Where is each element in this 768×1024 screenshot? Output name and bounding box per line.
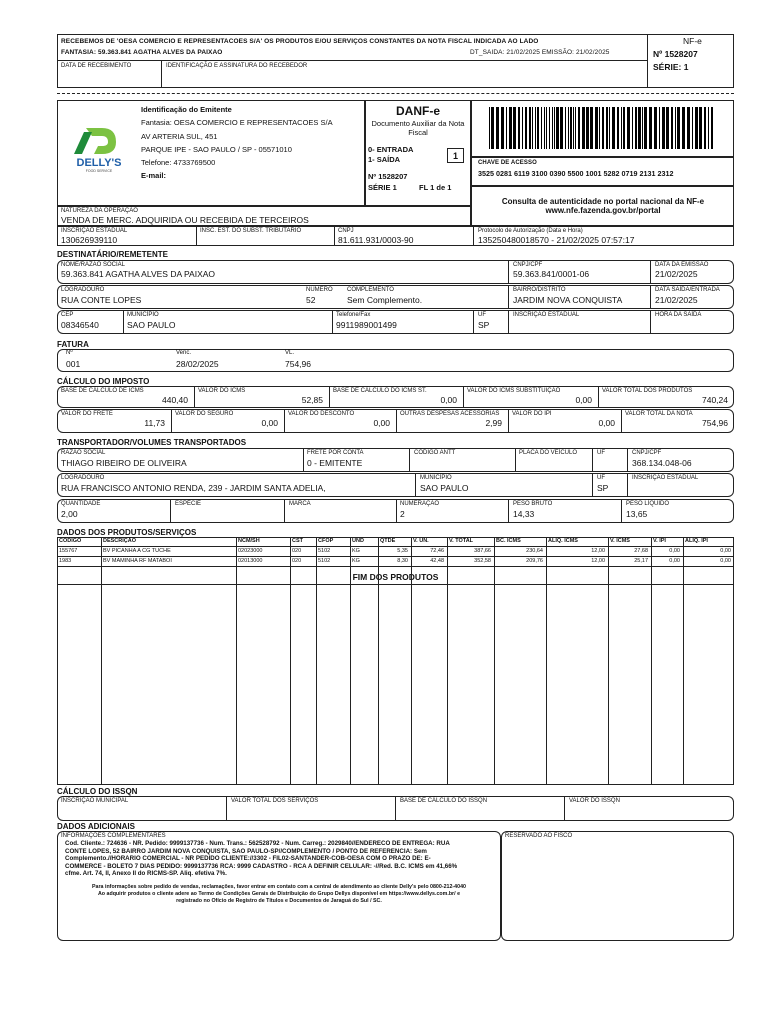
danfe-entrada: 0- ENTRADA xyxy=(368,145,414,154)
barcode-bar xyxy=(677,107,680,149)
transport-net: 13,65 xyxy=(626,509,648,519)
transport-city-label: MUNICÍPIO xyxy=(420,475,452,481)
barcode-bar xyxy=(711,107,713,149)
transport-name-label: RAZÃO SOCIAL xyxy=(61,450,106,456)
recipient-district: JARDIM NOVA CONQUISTA xyxy=(513,295,623,305)
products-cell: 0,00 xyxy=(720,558,731,564)
issqn-label-3: VALOR DO ISSQN xyxy=(569,798,620,804)
barcode-bar xyxy=(586,107,589,149)
invoice-venc: 28/02/2025 xyxy=(176,359,219,369)
barcode-bar xyxy=(635,107,637,149)
tax-label: OUTRAS DESPESAS ACESSÓRIAS xyxy=(400,411,500,417)
products-cell: 12,00 xyxy=(591,558,605,564)
transport-name: THIAGO RIBEIRO DE OLIVEIRA xyxy=(61,458,187,468)
access-key-label: CHAVE DE ACESSO xyxy=(478,160,537,166)
info-label: INFORMAÇÕES COMPLEMENTARES xyxy=(61,833,166,839)
products-cell: KG xyxy=(352,548,360,554)
fisco-label: RESERVADO AO FISCO xyxy=(505,833,573,839)
cnpj-value: 81.611.931/0003-90 xyxy=(338,235,414,245)
invoice-venc-label: Venc. xyxy=(176,350,192,356)
products-header-cell: NCM/SH xyxy=(238,538,260,544)
recipient-street-label: LOGRADOURO xyxy=(61,287,105,293)
products-cell: 5102 xyxy=(318,558,331,564)
barcode-bar xyxy=(666,107,669,149)
tax-label: VALOR TOTAL DA NOTA xyxy=(625,411,693,417)
recipient-city-label: MUNICÍPIO xyxy=(127,312,159,318)
emitter-city: PARQUE IPE - SAO PAULO / SP - 05571010 xyxy=(141,145,292,154)
products-cell: 25,17 xyxy=(634,558,648,564)
barcode-bar xyxy=(575,107,576,149)
receipt-series: SÉRIE: 1 xyxy=(653,62,689,72)
barcode-bar xyxy=(541,107,542,149)
products-cell: KG xyxy=(352,558,360,564)
footer-line: Para informações sobre pedido de vendas, reclamações, favor entrar em contato com a central de atendimento ao cliente Delly's pelo 0800-212-4040 xyxy=(92,884,466,890)
products-header-cell: ALIQ. IPI xyxy=(685,538,708,544)
barcode-bar xyxy=(496,107,499,149)
ie-label: INSCRIÇÃO ESTADUAL xyxy=(61,228,128,234)
tax-value: 740,24 xyxy=(702,395,728,405)
recipient-number: 52 xyxy=(306,295,316,305)
tax-label: VALOR DO ICMS xyxy=(198,388,246,394)
invoice-box xyxy=(57,349,734,372)
transport-qty-label: QUANTIDADE xyxy=(61,501,101,507)
recipient-phone-label: Telefone/Fax xyxy=(336,312,371,318)
transport-freight-label: FRETE POR CONTA xyxy=(307,450,364,456)
transport-numbering-label: NUMERAÇÃO xyxy=(400,501,440,507)
info-line: Cod. Cliente.: 724636 - NR. Pedido: 9999137736 - Num. Trans.: 562528792 - Num. Carreg.: 2029840//ENDERECO DE ENTREGA: RUA xyxy=(65,840,450,847)
receipt-text: RECEBEMOS DE 'OESA COMERCIO E REPRESENTACOES S/A' OS PRODUTOS E/OU SERVIÇOS CONSTANTES DA NOTA FISCAL INDICADA AO LADO xyxy=(61,38,539,45)
barcode-bar xyxy=(537,107,539,149)
transport-antt-label: CÓDIGO ANTT xyxy=(414,450,456,456)
ie-value: 130626939110 xyxy=(61,235,118,245)
tax-value: 2,99 xyxy=(485,418,502,428)
company-logo xyxy=(68,126,130,174)
transport-cnpj-label: CNPJ/CPF xyxy=(632,450,662,456)
tax-value: 0,00 xyxy=(261,418,278,428)
barcode-bar xyxy=(638,107,641,149)
danfe-subtitle: Documento Auxiliar da Nota Fiscal xyxy=(371,119,465,137)
products-cell: 12,00 xyxy=(591,548,605,554)
footer-line: registrado no Ofício de Registro de Títulos e Documentos de Jaraguá do Sul / SC. xyxy=(176,898,382,904)
consult-text: Consulta de autenticidade no portal nacional da NF-e www.nfe.fazenda.gov.br/portal xyxy=(501,197,705,215)
recipient-name-label: NOME/RAZÃO SOCIAL xyxy=(61,262,126,268)
barcode-bar xyxy=(617,107,619,149)
barcode-bar xyxy=(570,107,572,149)
danfe-title: DANF-e xyxy=(396,104,440,118)
nature-label: NATUREZA DA OPERAÇÃO xyxy=(61,208,138,214)
barcode-bar xyxy=(699,107,702,149)
recipient-city: SAO PAULO xyxy=(127,320,176,330)
barcode-bar xyxy=(671,107,673,149)
products-cell: 0,00 xyxy=(720,548,731,554)
invoice-section: FATURA xyxy=(57,340,89,349)
transport-cnpj: 368.134.048-06 xyxy=(632,458,692,468)
emitter-fantasia: Fantasia: OESA COMERCIO E REPRESENTACOES S/A xyxy=(141,118,333,127)
protocol-value: 135250480018570 - 21/02/2025 07:57:17 xyxy=(478,235,635,245)
transport-brand-label: MARCA xyxy=(289,501,311,507)
products-cell: BV MAMINHA RF MATABOI xyxy=(103,558,172,564)
danfe-saida: 1- SAÍDA xyxy=(368,155,401,164)
danfe-type: 1 xyxy=(452,151,458,161)
recipient-emission: 21/02/2025 xyxy=(655,269,698,279)
tax-label: VALOR DO SEGURO xyxy=(175,411,234,417)
recipient-complement: Sem Complemento. xyxy=(347,295,423,305)
barcode-bar xyxy=(654,107,657,149)
products-cell: 1983 xyxy=(59,558,72,564)
invoice-vl: 754,96 xyxy=(285,359,311,369)
barcode-bar xyxy=(649,107,652,149)
transport-species-label: ESPÉCIE xyxy=(175,501,202,507)
tax-section: CÁLCULO DO IMPOSTO xyxy=(57,377,150,386)
issqn-label-1: VALOR TOTAL DOS SERVIÇOS xyxy=(231,798,319,804)
emitter-header: Identificação do Emitente xyxy=(141,105,232,114)
recipient-district-label: BAIRRO/DISTRITO xyxy=(513,287,566,293)
transport-uf2: SP xyxy=(597,483,609,493)
barcode-bar xyxy=(609,107,610,149)
barcode-bar xyxy=(568,107,569,149)
recipient-name: 59.363.841 AGATHA ALVES DA PAIXAO xyxy=(61,269,216,279)
products-header-cell: CÓDIGO xyxy=(59,538,82,544)
recipient-cep: 08346540 xyxy=(61,320,99,330)
barcode-bar xyxy=(529,107,531,149)
invoice-n: 001 xyxy=(66,359,81,369)
barcode-bar xyxy=(590,107,593,149)
transport-gross-label: PESO BRUTO xyxy=(513,501,553,507)
barcode-bar xyxy=(623,107,625,149)
transport-freight: 0 - EMITENTE xyxy=(307,458,363,468)
barcode-bar xyxy=(518,107,520,149)
products-cell: 209,76 xyxy=(526,558,543,564)
products-header-cell: BC. ICMS xyxy=(496,538,521,544)
footer-line: Ao adquirir produtos o cliente adere ao Termo de Condições Gerais de Distribuição do Grupo Dellys disponível em https://www.dellys.com.br/ e xyxy=(97,891,461,897)
recipient-number-label: NÚMERO xyxy=(306,287,333,293)
barcode-bar xyxy=(708,107,709,149)
transport-qty: 2,00 xyxy=(61,509,78,519)
barcode-bar xyxy=(489,107,490,149)
products-cell: 0,00 xyxy=(669,558,680,564)
tax-label: BASE DE CÁLCULO DO ICMS ST. xyxy=(333,388,427,394)
barcode-bar xyxy=(535,107,536,149)
products-header-cell: QTDE xyxy=(380,538,396,544)
barcode-bar xyxy=(578,107,580,149)
emitter-address: AV ARTERIA SUL, 451 xyxy=(141,132,218,141)
invoice-n-label: Nº xyxy=(66,350,73,356)
products-cell: 5,35 xyxy=(397,548,408,554)
barcode-bar xyxy=(682,107,685,149)
additional-section: DADOS ADICIONAIS xyxy=(57,822,135,831)
recipient-uf-label: UF xyxy=(478,312,486,318)
transport-city: SAO PAULO xyxy=(420,483,469,493)
barcode-bar xyxy=(506,107,507,149)
barcode-bar xyxy=(602,107,604,149)
barcode-bar xyxy=(556,107,559,149)
tax-value: 11,73 xyxy=(144,418,165,428)
products-cell: 8,30 xyxy=(397,558,408,564)
nature-value: VENDA DE MERC. ADQUIRIDA OU RECEBIDA DE TERCEIROS xyxy=(61,215,309,225)
barcode-bar xyxy=(560,107,563,149)
barcode-bar xyxy=(644,107,647,149)
barcode-bar xyxy=(544,107,545,149)
products-section: DADOS DOS PRODUTOS/SERVIÇOS xyxy=(57,528,197,537)
cnpj-label: CNPJ xyxy=(338,228,354,234)
danfe-number: Nº 1528207 xyxy=(368,172,408,181)
products-cell: 5102 xyxy=(318,548,331,554)
products-cell: 72,46 xyxy=(430,548,444,554)
barcode-bar xyxy=(522,107,523,149)
recipient-phone: 9911989001499 xyxy=(336,320,397,330)
barcode-bar xyxy=(606,107,608,149)
products-cell: 155767 xyxy=(59,548,78,554)
receipt-number: Nº 1528207 xyxy=(653,49,698,59)
barcode-bar xyxy=(582,107,585,149)
receipt-date-label: DATA DE RECEBIMENTO xyxy=(61,63,132,69)
products-cell: BV PICANHA A CG TUCHE xyxy=(103,548,171,554)
products-cell: 0,00 xyxy=(669,548,680,554)
transport-numbering: 2 xyxy=(400,509,405,519)
barcode-bar xyxy=(501,107,504,149)
tax-label: BASE DE CÁLCULO DE ICMS xyxy=(61,388,144,394)
recipient-ie-label: INSCRIÇÃO ESTADUAL xyxy=(513,312,580,318)
info-line: CONTE LOPES, 52 BAIRRO JARDIM NOVA CONQUISTA, SAO PAULO-SP//COMPLEMENTO / PONTO DE REFERENCIA: Sem xyxy=(65,847,427,855)
barcode-bar xyxy=(565,107,566,149)
barcode-bar xyxy=(599,107,600,149)
products-header-cell: V. ICMS xyxy=(610,538,630,544)
issqn-label-2: BASE DE CÁLCULO DO ISSQN xyxy=(400,798,488,804)
tax-value: 0,00 xyxy=(373,418,390,428)
barcode-bar xyxy=(695,107,698,149)
barcode xyxy=(489,107,715,149)
barcode-bar xyxy=(532,107,533,149)
products-header-cell: UND xyxy=(352,538,364,544)
recipient-cnpj-label: CNPJ/CPF xyxy=(513,262,543,268)
products-cell: 02013000 xyxy=(238,558,263,564)
tax-label: VALOR DO ICMS SUBSTITUIÇÃO xyxy=(467,388,561,394)
emitter-phone: Telefone: 4733769500 xyxy=(141,158,216,167)
barcode-bar xyxy=(552,107,553,149)
issqn-section: CÁLCULO DO ISSQN xyxy=(57,787,138,796)
cut-line xyxy=(57,93,734,94)
products-cell: 27,68 xyxy=(634,548,648,554)
transport-street-label: LOGRADOURO xyxy=(61,475,105,481)
barcode-bar xyxy=(692,107,693,149)
danfe-series: SÉRIE 1 xyxy=(368,183,397,192)
barcode-bar xyxy=(525,107,527,149)
barcode-bar xyxy=(491,107,494,149)
products-header-cell: CFOP xyxy=(318,538,334,544)
products-cell: 387,66 xyxy=(474,548,491,554)
products-cell: 230,64 xyxy=(526,548,543,554)
danfe-page: FL 1 de 1 xyxy=(419,183,452,192)
tax-value: 0,00 xyxy=(440,395,457,405)
protocol-label: Protocolo de Autorização (Data e Hora) xyxy=(478,228,583,234)
recipient-emission-label: DATA DA EMISSÃO xyxy=(655,262,709,268)
footer-text xyxy=(60,884,498,905)
barcode-bar xyxy=(509,107,512,149)
receipt-fantasia: FANTASIA: 59.363.841 AGATHA ALVES DA PAIXAO xyxy=(61,49,223,56)
transport-uf2-label: UF xyxy=(597,475,605,481)
receipt-dates: DT_SAIDA: 21/02/2025 EMISSÃO: 21/02/2025 xyxy=(470,49,610,56)
tax-value: 52,85 xyxy=(301,395,323,405)
products-header-cell: CST xyxy=(292,538,303,544)
transport-street: RUA FRANCISCO ANTONIO RENDA, 239 - JARDIM SANTA ADELIA, xyxy=(61,483,326,493)
barcode-bar xyxy=(662,107,665,149)
products-header-cell: V. UN. xyxy=(413,538,429,544)
iest-label: INSC. EST. DO SUBST. TRIBUTARIO xyxy=(200,228,302,234)
barcode-bar xyxy=(659,107,660,149)
recipient-cep-label: CEP xyxy=(61,312,74,318)
products-cell: 42,48 xyxy=(430,558,444,564)
barcode-bar xyxy=(549,107,550,149)
logo-subtitle: FOOD SERVICE xyxy=(85,169,113,173)
products-header-cell: ALIQ. ICMS xyxy=(548,538,578,544)
recipient-uf: SP xyxy=(478,320,490,330)
receipt-nfe: NF-e xyxy=(683,36,702,46)
barcode-bar xyxy=(621,107,622,149)
barcode-bar xyxy=(632,107,633,149)
barcode-bar xyxy=(554,107,555,149)
info-line: COMMERCE - BOLETO 7 DIAS PEDIDO: 9999137736 RCA: 9999 CADASTRO - RCA A DEFINIR CELULAR: -//Red. B.C. ICMS em 41,66% xyxy=(65,862,458,870)
products-cell: 020 xyxy=(292,558,302,564)
fisco-box xyxy=(501,831,734,941)
tax-label: VALOR DO DESCONTO xyxy=(288,411,355,417)
tax-value: 0,00 xyxy=(598,418,615,428)
info-line: cfme. Art. 74, II, Anexo II do RICMS-SP. Aliq. efetiva 7%. xyxy=(65,870,227,877)
recipient-street: RUA CONTE LOPES xyxy=(61,295,142,305)
recipient-complement-label: COMPLEMENTO xyxy=(347,287,394,293)
barcode-bar xyxy=(627,107,630,149)
recipient-cnpj: 59.363.841/0001-06 xyxy=(513,269,590,279)
barcode-bar xyxy=(513,107,516,149)
products-cell: 02023000 xyxy=(238,548,263,554)
barcode-bar xyxy=(687,107,690,149)
products-cell: 352,58 xyxy=(474,558,491,564)
info-line: Complemento.//HORARIO COMERCIAL - NR PEDIDO CLIENTE://3302 - FIL02-SANTANDER-COB-OESA COM O PRAZO DE: E- xyxy=(65,855,431,862)
transport-plate-label: PLACA DO VEÍCULO xyxy=(519,450,578,456)
barcode-bar xyxy=(675,107,676,149)
products-header-cell: DESCRIÇÃO xyxy=(103,538,137,544)
barcode-bar xyxy=(612,107,615,149)
barcode-bar xyxy=(704,107,706,149)
tax-value: 440,40 xyxy=(162,395,188,405)
transport-ie-label: INSCRIÇÃO ESTADUAL xyxy=(632,475,699,481)
barcode-bar xyxy=(573,107,574,149)
tax-value: 754,96 xyxy=(702,418,728,428)
logo-wordmark: DELLY'S xyxy=(76,157,122,169)
recipient-exit-label: DATA SAÍDA/ENTRADA xyxy=(655,287,720,293)
products-cell: 020 xyxy=(292,548,302,554)
transport-section: TRANSPORTADOR/VOLUMES TRANSPORTADOS xyxy=(57,438,247,447)
products-header-cell: V. TOTAL xyxy=(449,538,474,544)
tax-value: 0,00 xyxy=(575,395,592,405)
barcode-bar xyxy=(546,107,547,149)
barcode-bar xyxy=(595,107,598,149)
issqn-label-0: INSCRIÇÃO MUNICIPAL xyxy=(61,798,129,804)
access-key-value: 3525 0281 6119 3100 0390 5500 1001 5282 0719 2131 2312 xyxy=(478,169,674,178)
tax-label: VALOR DO IPI xyxy=(512,411,552,417)
info-text xyxy=(65,840,497,878)
recipient-exit: 21/02/2025 xyxy=(655,295,698,305)
transport-uf-label: UF xyxy=(597,450,605,456)
tax-label: VALOR DO FRETE xyxy=(61,411,113,417)
receipt-signature-label: IDENTIFICAÇÃO E ASSINATURA DO RECEBEDOR xyxy=(166,63,308,69)
products-end: FIM DOS PRODUTOS xyxy=(352,572,439,582)
transport-gross: 14,33 xyxy=(513,509,535,519)
barcode-bar xyxy=(642,107,643,149)
recipient-hour-label: HORA DA SAÍDA xyxy=(655,312,702,318)
products-header-cell: V. IPI xyxy=(653,538,666,544)
invoice-vl-label: VL. xyxy=(285,350,295,356)
transport-net-label: PESO LÍQUIDO xyxy=(626,501,670,507)
recipient-section: DESTINATÁRIO/REMETENTE xyxy=(57,250,168,259)
emitter-email: E-mail: xyxy=(141,171,167,180)
tax-label: VALOR TOTAL DOS PRODUTOS xyxy=(602,388,693,394)
